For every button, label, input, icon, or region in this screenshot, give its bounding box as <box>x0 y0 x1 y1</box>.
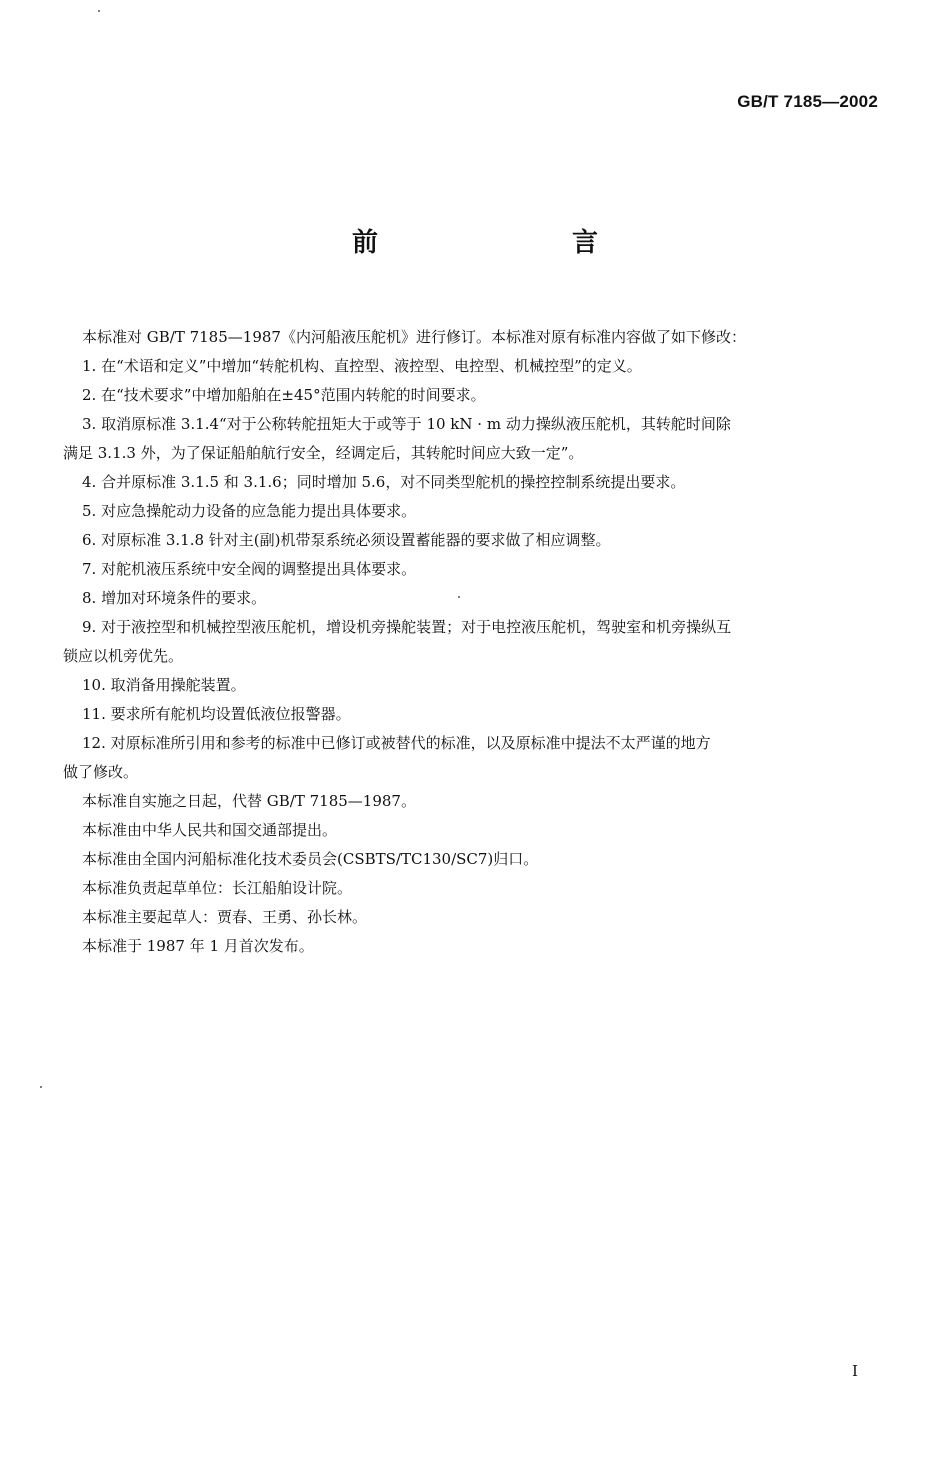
list-item-5: 5. 对应急操舵动力设备的应急能力提出具体要求。 <box>82 502 417 520</box>
closing-line-3: 本标准由全国内河船标准化技术委员会(CSBTS/TC130/SC7)归口。 <box>82 850 539 868</box>
list-item-6: 6. 对原标准 3.1.8 针对主(副)机带泵系统必须设置蓄能器的要求做了相应调整。 <box>82 531 611 549</box>
list-item-9: 9. 对于液控型和机械控型液压舵机，增设机旁操舵装置；对于电控液压舵机，驾驶室和机旁操纵互 <box>82 618 732 636</box>
closing-line-4: 本标准负责起草单位：长江船舶设计院。 <box>82 879 353 897</box>
list-item-7: 7. 对舵机液压系统中安全阀的调整提出具体要求。 <box>82 560 417 578</box>
list-item-12-continuation: 做了修改。 <box>63 763 139 781</box>
list-item-1: 1. 在“术语和定义”中增加“转舵机构、直控型、液控型、电控型、机械控型”的定义。 <box>82 357 642 375</box>
list-item-11: 11. 要求所有舵机均设置低液位报警器。 <box>82 705 351 723</box>
list-item-8: 8. 增加对环境条件的要求。 <box>82 589 267 607</box>
list-item-4: 4. 合并原标准 3.1.5 和 3.1.6；同时增加 5.6，对不同类型舵机的操控控制系统提出要求。 <box>82 473 686 491</box>
page-number: I <box>852 1362 858 1380</box>
list-item-12: 12. 对原标准所引用和参考的标准中已修订或被替代的标准，以及原标准中提法不太严谨的地方 <box>82 734 711 752</box>
list-item-3-continuation: 满足 3.1.3 外，为了保证船舶航行安全，经调定后，其转舵时间应大致一定”。 <box>63 444 584 462</box>
scan-speck <box>40 1086 42 1088</box>
scan-speck <box>98 10 100 12</box>
list-item-10: 10. 取消备用操舵装置。 <box>82 676 246 694</box>
standard-code: GB/T 7185—2002 <box>737 92 878 111</box>
foreword-body <box>63 323 882 961</box>
closing-line-5: 本标准主要起草人：贾春、王勇、孙长林。 <box>82 908 368 926</box>
closing-line-2: 本标准由中华人民共和国交通部提出。 <box>82 821 338 839</box>
list-item-3: 3. 取消原标准 3.1.4“对于公称转舵扭矩大于或等于 10 kN · m 动力操纵液压舵机，其转舵时间除 <box>82 415 731 433</box>
list-item-9-continuation: 锁应以机旁优先。 <box>63 647 184 665</box>
intro-paragraph: 本标准对 GB/T 7185—1987《内河船液压舵机》进行修订。本标准对原有标准内容做了如下修改： <box>82 328 746 346</box>
list-item-2: 2. 在“技术要求”中增加船舶在±45°范围内转舵的时间要求。 <box>82 386 486 404</box>
closing-line-6: 本标准于 1987 年 1 月首次发布。 <box>82 937 314 955</box>
scan-speck <box>458 596 460 598</box>
page-title: 前 言 <box>351 228 682 258</box>
closing-line-1: 本标准自实施之日起，代替 GB/T 7185—1987。 <box>82 792 416 810</box>
